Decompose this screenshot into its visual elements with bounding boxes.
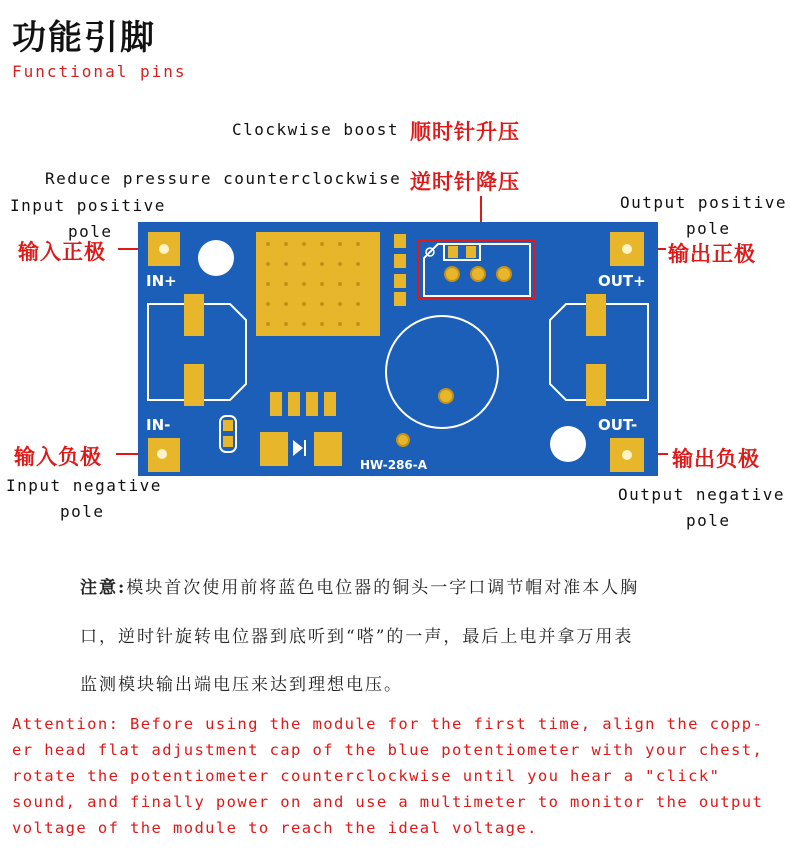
pot-top-pad-2 (466, 246, 476, 258)
input-negative-label-en-2: pole (60, 502, 105, 521)
ic-pad-1 (270, 392, 282, 416)
note-line-1: 注意:模块首次使用前将蓝色电位器的铜头一字口调节帽对准本人胸 (80, 578, 640, 598)
output-negative-label-en: Output negative (618, 485, 785, 504)
right-cap-pad-bottom (586, 364, 606, 406)
pot-pin-3 (497, 267, 511, 281)
diode-symbol-icon (293, 440, 303, 456)
output-positive-label-en-2: pole (686, 219, 731, 238)
input-negative-label-cn: 输入负极 (14, 444, 102, 469)
output-negative-label-cn: 输出负极 (672, 446, 760, 471)
left-cap-pad-top (184, 294, 204, 336)
note-label: 注意: (80, 578, 127, 598)
mounting-hole-top (198, 240, 234, 276)
smd-pad-2 (394, 254, 406, 268)
note-line-3: 监测模块输出端电压来达到理想电压。 (80, 675, 403, 695)
board-label-in-pos: IN+ (146, 272, 177, 290)
attention-text: Attention: Before using the module for the first time, align the copp- er head flat adjustment cap of the blue potentiometer with your chest, rotate the potentiometer counterclockwise until you hear a "click" sound, and finally power on and use a multimeter to monitor the output voltage of the module to reach the ideal voltage. (12, 715, 764, 837)
diode-pad-right (314, 432, 342, 466)
board-label-in-neg: IN- (146, 416, 171, 434)
page-title: 功能引脚 (12, 18, 156, 58)
board-label-out-neg: OUT- (598, 416, 638, 434)
diode-pad-left (260, 432, 288, 466)
out-pos-hole (622, 244, 632, 254)
out-neg-hole (622, 450, 632, 460)
ic-pad-4 (324, 392, 336, 416)
input-positive-label-en-2: pole (68, 222, 113, 241)
smd-pad-3 (394, 274, 406, 288)
pot-pin-1 (445, 267, 459, 281)
main-inductor-circle (386, 316, 498, 428)
in-neg-hole (157, 449, 167, 459)
ic-pad-3 (306, 392, 318, 416)
input-positive-label-cn: 输入正极 (18, 239, 106, 264)
pot-top-pad-1 (448, 246, 458, 258)
inductor-via (439, 389, 453, 403)
board-label-out-pos: OUT+ (598, 272, 646, 290)
input-negative-label-en: Input negative (6, 476, 162, 495)
clockwise-label-en: Clockwise boost (232, 120, 399, 139)
counterclockwise-label-en: Reduce pressure counterclockwise (45, 169, 402, 188)
counterclockwise-label-cn: 逆时针降压 (410, 169, 520, 194)
mounting-hole-bottom (550, 426, 586, 462)
ic-pad-2 (288, 392, 300, 416)
inductor-pad (256, 232, 380, 336)
note-line-2: 口，逆时针旋转电位器到底听到“嗒”的一声，最后上电并拿万用表 (80, 627, 634, 647)
left-cap-pad-bottom (184, 364, 204, 406)
input-positive-label-en: Input positive (10, 196, 166, 215)
small-via (397, 434, 409, 446)
output-positive-label-en: Output positive (620, 193, 787, 212)
smd-pad-4 (394, 292, 406, 306)
page-subtitle: Functional pins (12, 62, 187, 81)
smd-pad-1 (394, 234, 406, 248)
board-model-label: HW-286-A (360, 458, 428, 472)
output-negative-label-en-2: pole (686, 511, 731, 530)
clockwise-label-cn: 顺时针升压 (410, 119, 520, 144)
pcb-board (138, 222, 658, 476)
in-pos-hole (159, 244, 169, 254)
pot-pin-2 (471, 267, 485, 281)
output-positive-label-cn: 输出正极 (668, 241, 756, 266)
right-cap-pad-top (586, 294, 606, 336)
